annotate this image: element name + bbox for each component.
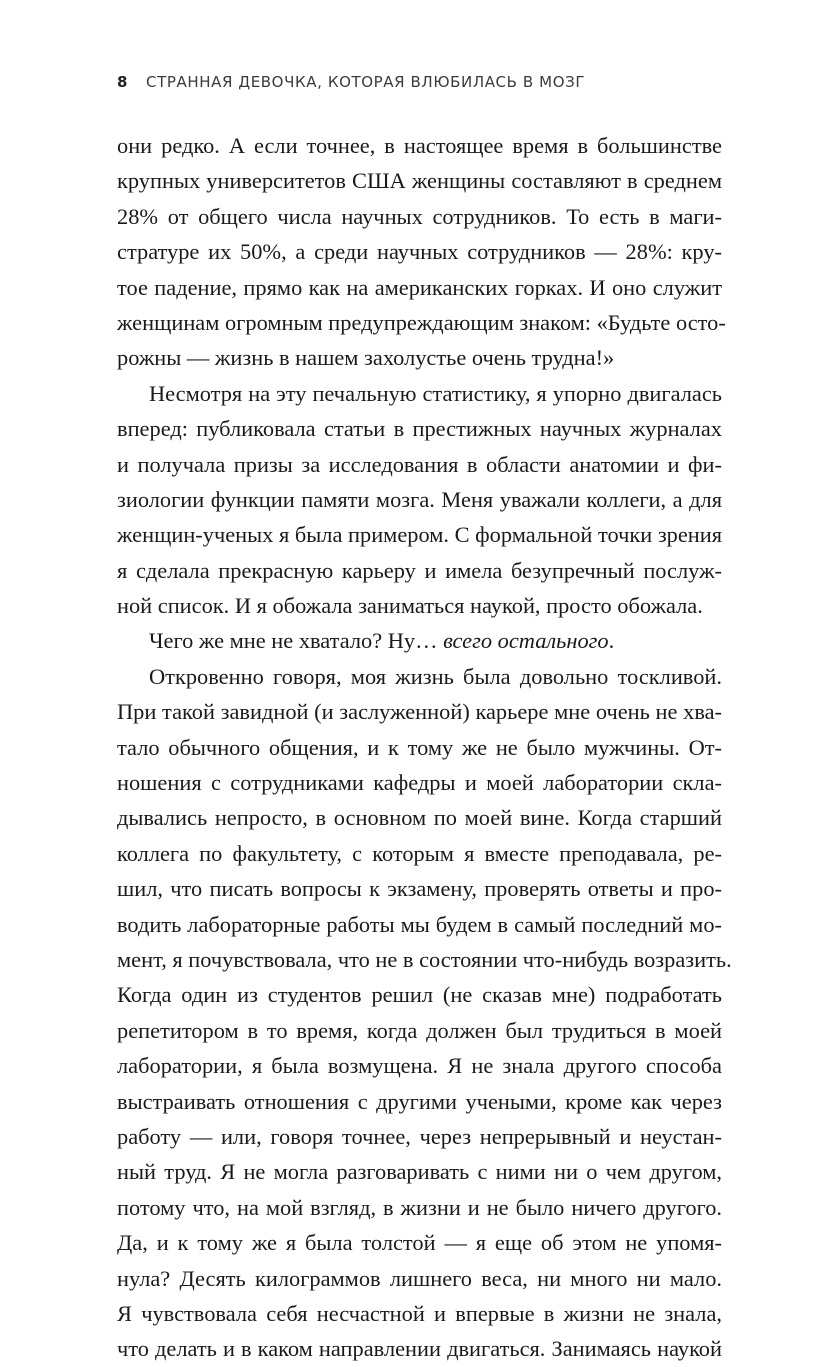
text-line: вперед: публиковала статьи в престижных научных журналах bbox=[117, 416, 722, 442]
text-line: коллега по факультету, с которым я вместе преподавала, ре- bbox=[117, 840, 722, 866]
text-line: выстраивать отношения с другими учеными, кроме как через bbox=[117, 1088, 722, 1114]
text-line: 28% от общего числа научных сотрудников. То есть в маги- bbox=[117, 203, 722, 229]
text-line: ношения с сотрудниками кафедры и моей лаборатории скла- bbox=[117, 770, 722, 796]
paragraph-2 bbox=[117, 376, 722, 624]
text-line: я сделала прекрасную карьеру и имела безупречный послуж- bbox=[117, 557, 722, 583]
text-line: ный труд. Я не могла разговаривать с ними ни о чем другом, bbox=[117, 1159, 722, 1185]
text-line: тало обычного общения, и к тому же не было мужчины. От- bbox=[117, 734, 722, 760]
text-line: ной список. И я обожала заниматься наукой, просто обожала. bbox=[117, 593, 703, 619]
text-line: рожны — жизнь в нашем захолустье очень трудна!» bbox=[117, 345, 615, 371]
paragraph-1 bbox=[117, 128, 726, 376]
text-line: работу — или, говоря точнее, через непрерывный и неустан- bbox=[117, 1123, 722, 1149]
text-line: стратуре их 50%, а среди научных сотрудников — 28%: кру- bbox=[117, 239, 722, 265]
text-line: лаборатории, я была возмущена. Я не знала другого способа bbox=[117, 1053, 722, 1079]
text-line: репетитором в то время, когда должен был трудиться в моей bbox=[117, 1017, 722, 1043]
paragraph-4 bbox=[117, 659, 732, 1367]
text-line: дывались непросто, в основном по моей вине. Когда старший bbox=[117, 805, 722, 831]
text-line bbox=[117, 623, 722, 658]
plain-text-tail: . bbox=[608, 628, 615, 654]
text-line: мент, я почувствовала, что не в состоянии что-нибудь возразить. bbox=[117, 946, 732, 972]
text-line: Я чувствовала себя несчастной и впервые в жизни не знала, bbox=[117, 1300, 722, 1326]
paragraph-3 bbox=[117, 623, 722, 658]
text-line: крупных университетов США женщины составляют в среднем bbox=[117, 168, 722, 194]
text-line: что делать и в каком направлении двигаться. Занимаясь наукой bbox=[117, 1336, 722, 1362]
text-line: женщинам огромным предупреждающим знаком: «Будьте осто- bbox=[117, 309, 726, 335]
body-text bbox=[117, 128, 732, 1367]
running-header bbox=[117, 73, 585, 91]
text-line: Откровенно говоря, моя жизнь была довольно тоскливой. bbox=[149, 663, 722, 689]
text-line: они редко. А если точнее, в настоящее время в большинстве bbox=[117, 133, 722, 158]
text-line: нула? Десять килограммов лишнего веса, ни много ни мало. bbox=[117, 1265, 722, 1291]
text-line: Несмотря на эту печальную статистику, я упорно двигалась bbox=[149, 380, 722, 406]
text-line: тое падение, прямо как на американских горках. И оно служит bbox=[117, 274, 722, 300]
book-title: СТРАННАЯ ДЕВОЧКА, КОТОРАЯ ВЛЮБИЛАСЬ В МОЗГ bbox=[146, 73, 586, 91]
text-line: При такой завидной (и заслуженной) карьере мне очень не хва- bbox=[117, 699, 722, 725]
text-line: Да, и к тому же я была толстой — я еще об этом не упомя- bbox=[117, 1230, 722, 1256]
text-line: шил, что писать вопросы к экзамену, проверять ответы и про- bbox=[117, 876, 722, 902]
plain-text: Чего же мне не хватало? Ну… bbox=[149, 628, 444, 654]
text-line: Когда один из студентов решил (не сказав мне) подработать bbox=[117, 982, 722, 1008]
text-line: потому что, на мой взгляд, в жизни и не было ничего другого. bbox=[117, 1194, 722, 1220]
italic-text: всего остального bbox=[443, 628, 609, 654]
page-number: 8 bbox=[117, 73, 129, 91]
text-line: и получала призы за исследования в области анатомии и фи- bbox=[117, 451, 722, 477]
text-line: водить лабораторные работы мы будем в самый последний мо- bbox=[117, 911, 722, 937]
text-line: женщин-ученых я была примером. С формальной точки зрения bbox=[117, 522, 723, 548]
text-line: зиологии функции памяти мозга. Меня уважали коллеги, а для bbox=[117, 486, 722, 512]
